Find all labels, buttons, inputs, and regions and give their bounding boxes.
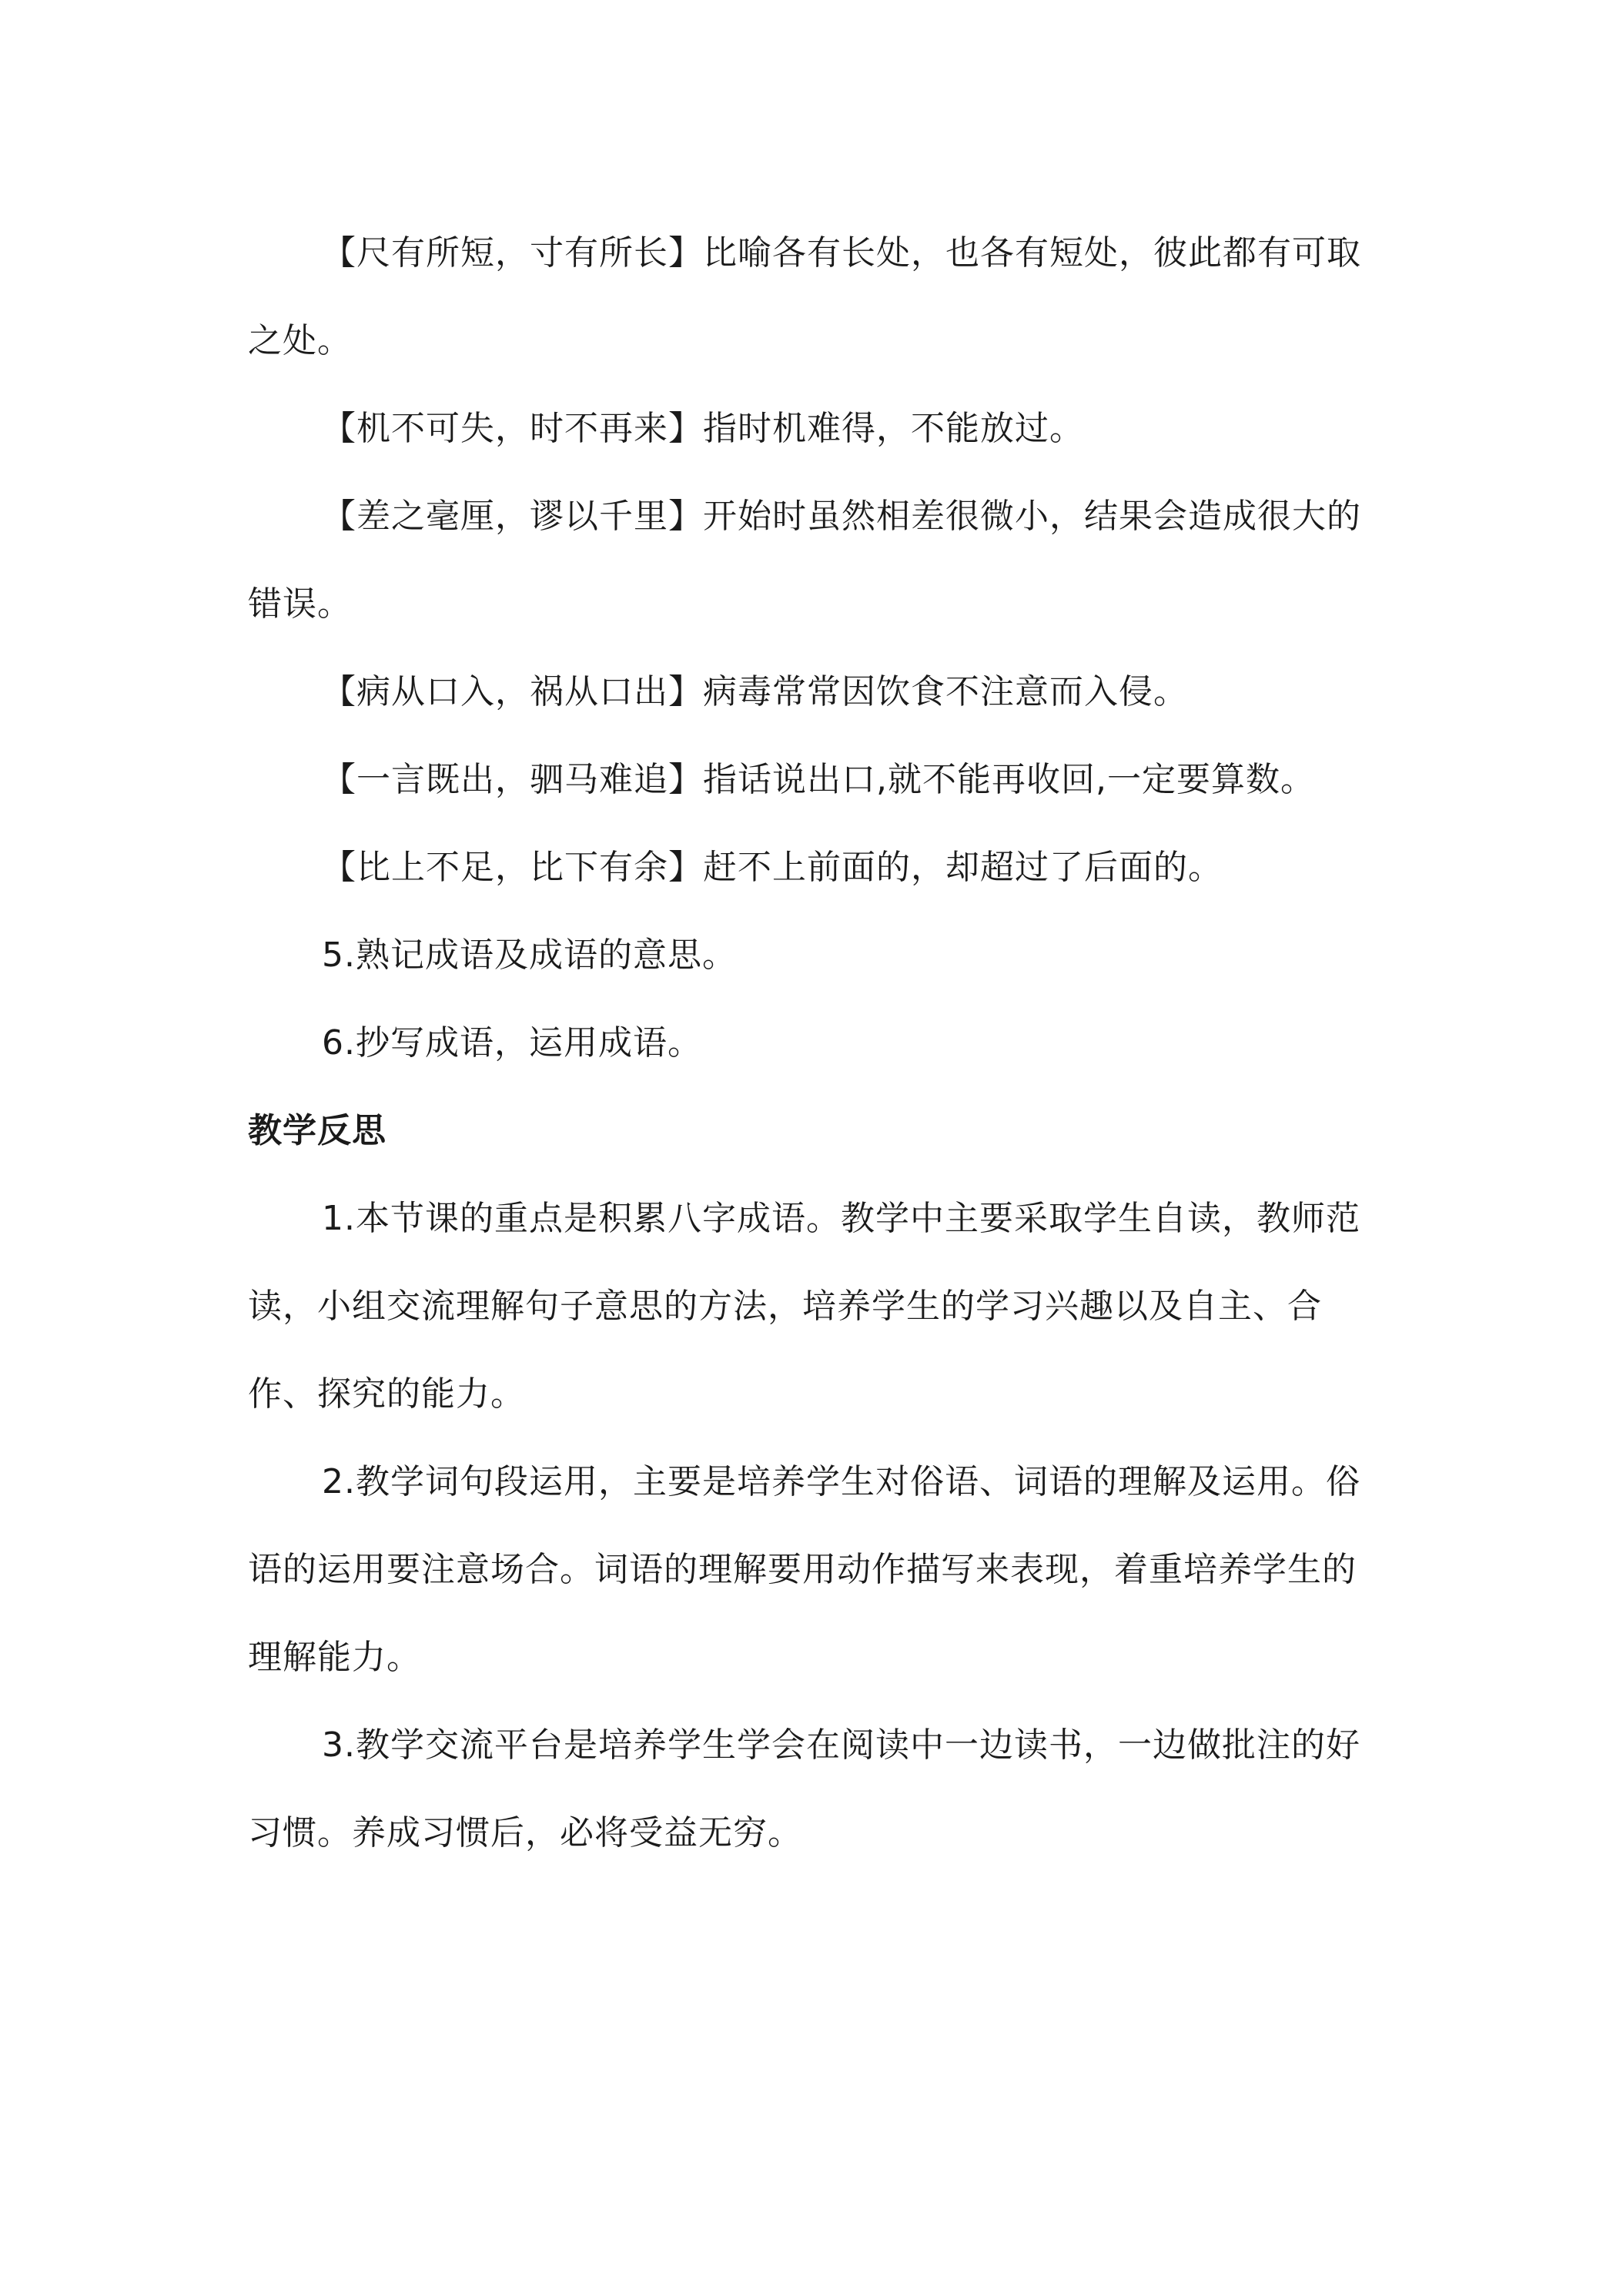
step-paragraph: 5.熟记成语及成语的意思。 bbox=[322, 935, 737, 975]
idiom-paragraph: 【一言既出，驷马难追】指话说出口,就不能再收回,一定要算数。 bbox=[322, 760, 1315, 799]
idiom-paragraph: 【差之毫厘，谬以千里】开始时虽然相差很微小，结果会造成很大的错误。 bbox=[248, 497, 1361, 624]
reflection-paragraph: 1.本节课的重点是积累八字成语。教学中主要采取学生自读，教师范读，小组交流理解句子意思的方法，培养学生的学习兴趣以及自主、合作、探究的能力。 bbox=[248, 1199, 1360, 1414]
reflection-paragraph: 3.教学交流平台是培养学生学会在阅读中一边读书，一边做批注的好习惯。养成习惯后，必将受益无穷。 bbox=[248, 1725, 1360, 1853]
idiom-paragraph: 【机不可失，时不再来】指时机难得，不能放过。 bbox=[322, 409, 1084, 448]
step-paragraph: 6.抄写成语，运用成语。 bbox=[322, 1023, 702, 1063]
idiom-paragraph: 【病从口入，祸从口出】病毒常常因饮食不注意而入侵。 bbox=[322, 672, 1188, 711]
document-body bbox=[248, 209, 1380, 1877]
idiom-paragraph: 【尺有所短，寸有所长】比喻各有长处，也各有短处，彼此都有可取之处。 bbox=[248, 233, 1361, 360]
section-heading: 教学反思 bbox=[248, 1111, 387, 1150]
reflection-paragraph: 2.教学词句段运用，主要是培养学生对俗语、词语的理解及运用。俗语的运用要注意场合。词语的理解要用动作描写来表现，着重培养学生的理解能力。 bbox=[248, 1462, 1360, 1677]
idiom-paragraph: 【比上不足，比下有余】赶不上前面的，却超过了后面的。 bbox=[322, 848, 1223, 887]
